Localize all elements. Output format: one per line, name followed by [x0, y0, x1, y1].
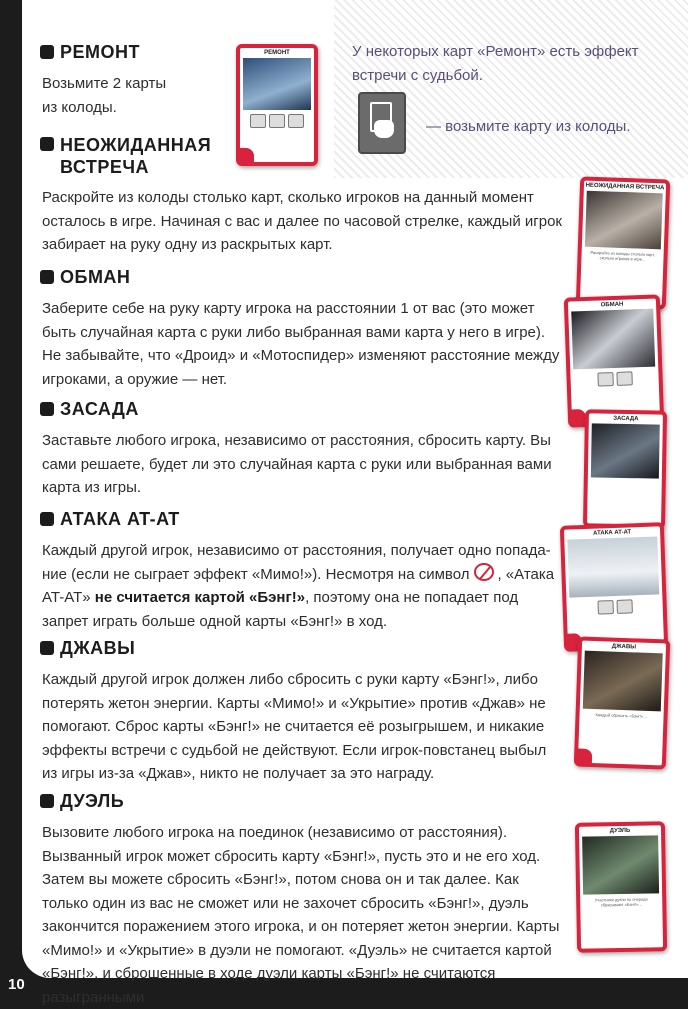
bullet-square-icon [40, 270, 54, 284]
card-deceit: ОБМАН [564, 294, 664, 427]
heading-encounter: НЕОЖИДАННАЯ ВСТРЕЧА [40, 134, 211, 178]
text-ambush: Заставьте любого игрока, независимо от расстояния, сбросить карту. Вы сами решаете, будет ли это случайная карта с руки или выбранная вами карта из игры. [42, 432, 552, 496]
bullet-square-icon [40, 137, 54, 151]
heading-atat: АТАКА AT-AT [40, 509, 180, 530]
page-number: 10 [8, 976, 25, 993]
text-repair: Возьмите 2 карты из колоды. [42, 75, 167, 116]
heading-duel: ДУЭЛЬ [40, 791, 124, 812]
bullet-square-icon [40, 794, 54, 808]
bullet-square-icon [40, 402, 54, 416]
bang-symbol-icon [474, 563, 494, 581]
card-duel: ДУЭЛЬ Участники дуэли по очереди сбрасывают «Бэнг!»... [575, 821, 667, 953]
card-repair: РЕМОНТ [236, 44, 318, 166]
bullet-square-icon [40, 45, 54, 59]
heading-jawas: ДЖАВЫ [40, 638, 135, 659]
text-duel: Вызовите любого игрока на поединок (независимо от расстояния). Вызванный игрок может сбросить карту «Бэнг!», пусть это и не его ход. Затем вы можете сбросить «Бэнг!», потом снова он и так далее. Как только один из вас не сможет или не захочет сбросить «Бэнг!», дуэль закончится поражением этого игрока, и он потеряет жетон энергии. Карты «Мимо!» и «Укрытие» в дуэли не помогают. «Дуэль» не считается картой «Бэнг!», и сброшенные в ходе дуэли карты «Бэнг!» не считаются разыгранными [42, 824, 560, 1006]
bullet-square-icon [40, 641, 54, 655]
card-jawas: ДЖАВЫ Каждый сбросить «Бэнг!» ... [574, 636, 670, 769]
rules-page [22, 0, 688, 1006]
text-jawas: Каждый другой игрок должен либо сбросить с руки карту «Бэнг!», либо потерять жетон энергии. Карты «Мимо!» и «Укрытие» против «Джав» не помогают. Сброс карты «Бэнг!» не считается её розыгрышем, и никакие эффекты встречи с судьбой не действуют. Если игрок-повстанец выбыл из игры из-за «Джав», никто не получает за это награду. [42, 671, 547, 782]
bullet-square-icon [40, 512, 54, 526]
note-draw-text: — возьмите карту из колоды. [426, 118, 631, 135]
card-atat: АТАКА AT-AT [560, 522, 668, 652]
text-deceit: Заберите себе на руку карту игрока на расстоянии 1 от вас (это может быть случайная карта с руки либо выбранная вами карта у него в игре). Не забывайте, что «Дроид» и «Мотоспидер» изменяют расстояние между игроками, а оружие — нет. [42, 300, 560, 388]
heading-deceit: ОБМАН [40, 267, 130, 288]
draw-card-icon [358, 92, 406, 154]
note-text: У некоторых карт «Ремонт» есть эффект встречи с судьбой. [352, 43, 639, 84]
heading-repair: РЕМОНТ [40, 42, 140, 63]
heading-ambush: ЗАСАДА [40, 399, 139, 420]
text-atat: Каждый другой игрок, независимо от расстояния, получает одно попада-ние (если не сыграет эффект «Мимо!»). Несмотря на символ , «Атака AT-AT» не считается картой «Бэнг!», поэтому она не попадает под запрет играть больше одной карты «Бэнг!» в ход. [42, 542, 555, 630]
card-ambush: ЗАСАДА [583, 409, 667, 528]
card-encounter: НЕОЖИДАННАЯ ВСТРЕЧА Раскройте из колоды столько карт, сколько игроков в игре... [576, 176, 670, 309]
text-encounter: Раскройте из колоды столько карт, сколько игроков на данный момент осталось в игре. Начиная с вас и далее по часовой стрелке, каждый игрок забирает на руку одну из раскрытых карт. [42, 189, 562, 253]
